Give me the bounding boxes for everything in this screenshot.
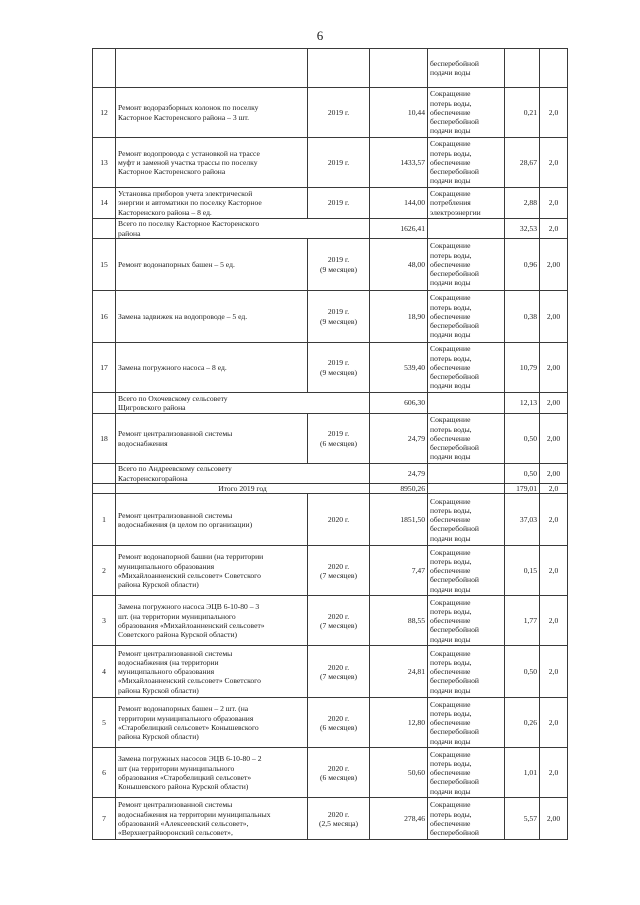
measure-name: Установка приборов учета электрической энергии и автоматики по поселку Касторное Касторенского района – 8 ед. — [116, 188, 308, 219]
subtotal-share: 0,50 — [505, 464, 540, 484]
implementation-period: 2019 г. — [308, 188, 370, 219]
subtotal-label: Всего по Охочевскому сельсовету Щигровского района — [116, 393, 370, 414]
row-number: 18 — [93, 414, 116, 464]
share-value: 37,03 — [505, 494, 540, 546]
cost-value: 24,79 — [370, 414, 428, 464]
implementation-period: 2020 г. — [308, 494, 370, 546]
implementation-period: 2020 г. (7 месяцев) — [308, 646, 370, 698]
implementation-period: 2020 г. (6 месяцев) — [308, 748, 370, 798]
coefficient-value: 2,0 — [540, 748, 568, 798]
expected-effect: Сокращение потерь воды, обеспечение бесперебойной подачи воды — [428, 414, 505, 464]
implementation-period: 2019 г. — [308, 138, 370, 188]
row-number: 3 — [93, 596, 116, 646]
subtotal-cost: 1626,41 — [370, 219, 428, 239]
row-number: 12 — [93, 88, 116, 138]
expected-effect: Сокращение потерь воды, обеспечение бесперебойной подачи воды — [428, 291, 505, 343]
row-number — [93, 219, 116, 239]
row-number — [93, 393, 116, 414]
cost-value: 12,80 — [370, 698, 428, 748]
coefficient-value: 2,0 — [540, 88, 568, 138]
measure-name — [116, 49, 308, 88]
implementation-period: 2020 г. (2,5 месяца) — [308, 798, 370, 840]
cost-value — [370, 49, 428, 88]
table-row — [93, 239, 568, 291]
share-value: 0,50 — [505, 646, 540, 698]
measure-name: Ремонт водонапорных башен – 5 ед. — [116, 239, 308, 291]
share-value: 5,57 — [505, 798, 540, 840]
table-row — [93, 343, 568, 393]
coefficient-value: 2,0 — [540, 596, 568, 646]
share-value: 1,01 — [505, 748, 540, 798]
expected-effect: бесперебойной подачи воды — [428, 49, 505, 88]
row-number — [93, 49, 116, 88]
table-row — [93, 698, 568, 748]
subtotal-effect — [428, 219, 505, 239]
cost-value: 278,46 — [370, 798, 428, 840]
subtotal-coefficient: 2,0 — [540, 219, 568, 239]
subtotal-share: 32,53 — [505, 219, 540, 239]
grand-total-label: Итого 2019 год — [116, 484, 370, 494]
expected-effect: Сокращение потерь воды, обеспечение бесперебойной подачи воды — [428, 698, 505, 748]
table-row — [93, 291, 568, 343]
implementation-period: 2020 г. (6 месяцев) — [308, 698, 370, 748]
table-row — [93, 49, 568, 88]
coefficient-value: 2,00 — [540, 343, 568, 393]
expected-effect: Сокращение потерь воды, обеспечение бесперебойной — [428, 798, 505, 840]
grand-total-effect — [428, 484, 505, 494]
row-number — [93, 464, 116, 484]
cost-value: 7,47 — [370, 546, 428, 596]
measures-table — [92, 48, 568, 840]
subtotal-cost: 24,79 — [370, 464, 428, 484]
expected-effect: Сокращение потерь воды, обеспечение бесперебойной подачи воды — [428, 343, 505, 393]
subtotal-coefficient: 2,00 — [540, 464, 568, 484]
cost-value: 144,00 — [370, 188, 428, 219]
row-number: 16 — [93, 291, 116, 343]
coefficient-value: 2,0 — [540, 494, 568, 546]
implementation-period: 2019 г. — [308, 88, 370, 138]
table-row — [93, 748, 568, 798]
subtotal-cost: 606,30 — [370, 393, 428, 414]
cost-value: 24,81 — [370, 646, 428, 698]
cost-value: 50,60 — [370, 748, 428, 798]
coefficient-value: 2,0 — [540, 546, 568, 596]
coefficient-value — [540, 49, 568, 88]
implementation-period: 2019 г. (9 месяцев) — [308, 291, 370, 343]
table-row — [93, 546, 568, 596]
table-row — [93, 414, 568, 464]
coefficient-value: 2,00 — [540, 239, 568, 291]
coefficient-value: 2,0 — [540, 698, 568, 748]
subtotal-row — [93, 219, 568, 239]
share-value: 0,21 — [505, 88, 540, 138]
measure-name: Замена погружного насоса – 8 ед. — [116, 343, 308, 393]
implementation-period: 2019 г. (9 месяцев) — [308, 239, 370, 291]
measure-name: Замена погружного насоса ЭЦВ 6-10-80 – 3 шт. (на территории муниципального образования «Михайлоанненский сельсовет» Советского района Курской области) — [116, 596, 308, 646]
coefficient-value: 2,00 — [540, 798, 568, 840]
subtotal-label: Всего по Андреевскому сельсовету Касторенскогорайона — [116, 464, 370, 484]
expected-effect: Сокращение потерь воды, обеспечение бесперебойной подачи воды — [428, 88, 505, 138]
implementation-period: 2019 г. (6 месяцев) — [308, 414, 370, 464]
measure-name: Ремонт централизованной системы водоснабжения на территории муниципальных образований «Алексеевский сельсовет», «Верхнеграйворонский сельсовет», — [116, 798, 308, 840]
table-row — [93, 138, 568, 188]
expected-effect: Сокращение потерь воды, обеспечение бесперебойной подачи воды — [428, 138, 505, 188]
expected-effect: Сокращение потерь воды, обеспечение бесперебойной подачи воды — [428, 646, 505, 698]
subtotal-effect — [428, 464, 505, 484]
share-value: 10,79 — [505, 343, 540, 393]
subtotal-row — [93, 464, 568, 484]
share-value: 0,26 — [505, 698, 540, 748]
row-number: 7 — [93, 798, 116, 840]
table-row — [93, 88, 568, 138]
cost-value: 1851,50 — [370, 494, 428, 546]
implementation-period: 2020 г. (7 месяцев) — [308, 546, 370, 596]
cost-value: 18,90 — [370, 291, 428, 343]
expected-effect: Сокращение потерь воды, обеспечение бесперебойной подачи воды — [428, 596, 505, 646]
grand-total-share: 179,01 — [505, 484, 540, 494]
share-value: 2,88 — [505, 188, 540, 219]
row-number: 1 — [93, 494, 116, 546]
expected-effect: Сокращение потребления электроэнергии — [428, 188, 505, 219]
cost-value: 10,44 — [370, 88, 428, 138]
coefficient-value: 2,0 — [540, 646, 568, 698]
expected-effect: Сокращение потерь воды, обеспечение бесперебойной подачи воды — [428, 546, 505, 596]
share-value: 0,15 — [505, 546, 540, 596]
coefficient-value: 2,00 — [540, 291, 568, 343]
measure-name: Замена погружных насосов ЭЦВ 6-10-80 – 2 шт (на территории муниципального образования «Старобелицкий сельсовет» Конышевского района Курской области) — [116, 748, 308, 798]
cost-value: 1433,57 — [370, 138, 428, 188]
table-row — [93, 188, 568, 219]
share-value: 0,96 — [505, 239, 540, 291]
share-value: 28,67 — [505, 138, 540, 188]
subtotal-label: Всего по поселку Касторное Касторенского района — [116, 219, 370, 239]
share-value: 0,50 — [505, 414, 540, 464]
implementation-period — [308, 49, 370, 88]
expected-effect: Сокращение потерь воды, обеспечение бесперебойной подачи воды — [428, 239, 505, 291]
subtotal-coefficient: 2,00 — [540, 393, 568, 414]
grand-total-row — [93, 484, 568, 494]
implementation-period: 2020 г. (7 месяцев) — [308, 596, 370, 646]
measure-name: Ремонт водонапорных башен – 2 шт. (на территории муниципального образования «Старобелицкий сельсовет» Конышевского района Курской области) — [116, 698, 308, 748]
grand-total-coefficient: 2,0 — [540, 484, 568, 494]
measure-name: Замена задвижек на водопроводе – 5 ед. — [116, 291, 308, 343]
share-value: 0,38 — [505, 291, 540, 343]
row-number: 17 — [93, 343, 116, 393]
row-number: 2 — [93, 546, 116, 596]
page-number: 6 — [316, 28, 324, 43]
coefficient-value: 2,00 — [540, 414, 568, 464]
row-number: 5 — [93, 698, 116, 748]
coefficient-value: 2,0 — [540, 138, 568, 188]
row-number: 13 — [93, 138, 116, 188]
row-number — [93, 484, 116, 494]
expected-effect: Сокращение потерь воды, обеспечение бесперебойной подачи воды — [428, 494, 505, 546]
coefficient-value: 2,0 — [540, 188, 568, 219]
row-number: 4 — [93, 646, 116, 698]
row-number: 14 — [93, 188, 116, 219]
table-row — [93, 646, 568, 698]
implementation-period: 2019 г. (9 месяцев) — [308, 343, 370, 393]
share-value: 1,77 — [505, 596, 540, 646]
measure-name: Ремонт централизованной системы водоснабжения — [116, 414, 308, 464]
subtotal-share: 12,13 — [505, 393, 540, 414]
expected-effect: Сокращение потерь воды, обеспечение бесперебойной подачи воды — [428, 748, 505, 798]
measure-name: Ремонт водопровода с установкой на трассе муфт и заменой участка трассы по поселку Касторное Касторенского района — [116, 138, 308, 188]
cost-value: 539,40 — [370, 343, 428, 393]
measure-name: Ремонт водоразборных колонок по поселку Касторное Касторенского района – 3 шт. — [116, 88, 308, 138]
row-number: 15 — [93, 239, 116, 291]
table-row — [93, 798, 568, 840]
row-number: 6 — [93, 748, 116, 798]
measure-name: Ремонт централизованной системы водоснабжения (в целом по организации) — [116, 494, 308, 546]
measure-name: Ремонт централизованной системы водоснабжения (на территории муниципального образования «Михайлоанненский сельсовет» Советского района Курской области) — [116, 646, 308, 698]
share-value — [505, 49, 540, 88]
subtotal-row — [93, 393, 568, 414]
measure-name: Ремонт водонапорной башни (на территории муниципального образования «Михайлоанненский сельсовет» Советского района Курской области) — [116, 546, 308, 596]
grand-total-cost: 8950,26 — [370, 484, 428, 494]
cost-value: 48,00 — [370, 239, 428, 291]
subtotal-effect — [428, 393, 505, 414]
table-row — [93, 596, 568, 646]
table-row — [93, 494, 568, 546]
cost-value: 88,55 — [370, 596, 428, 646]
